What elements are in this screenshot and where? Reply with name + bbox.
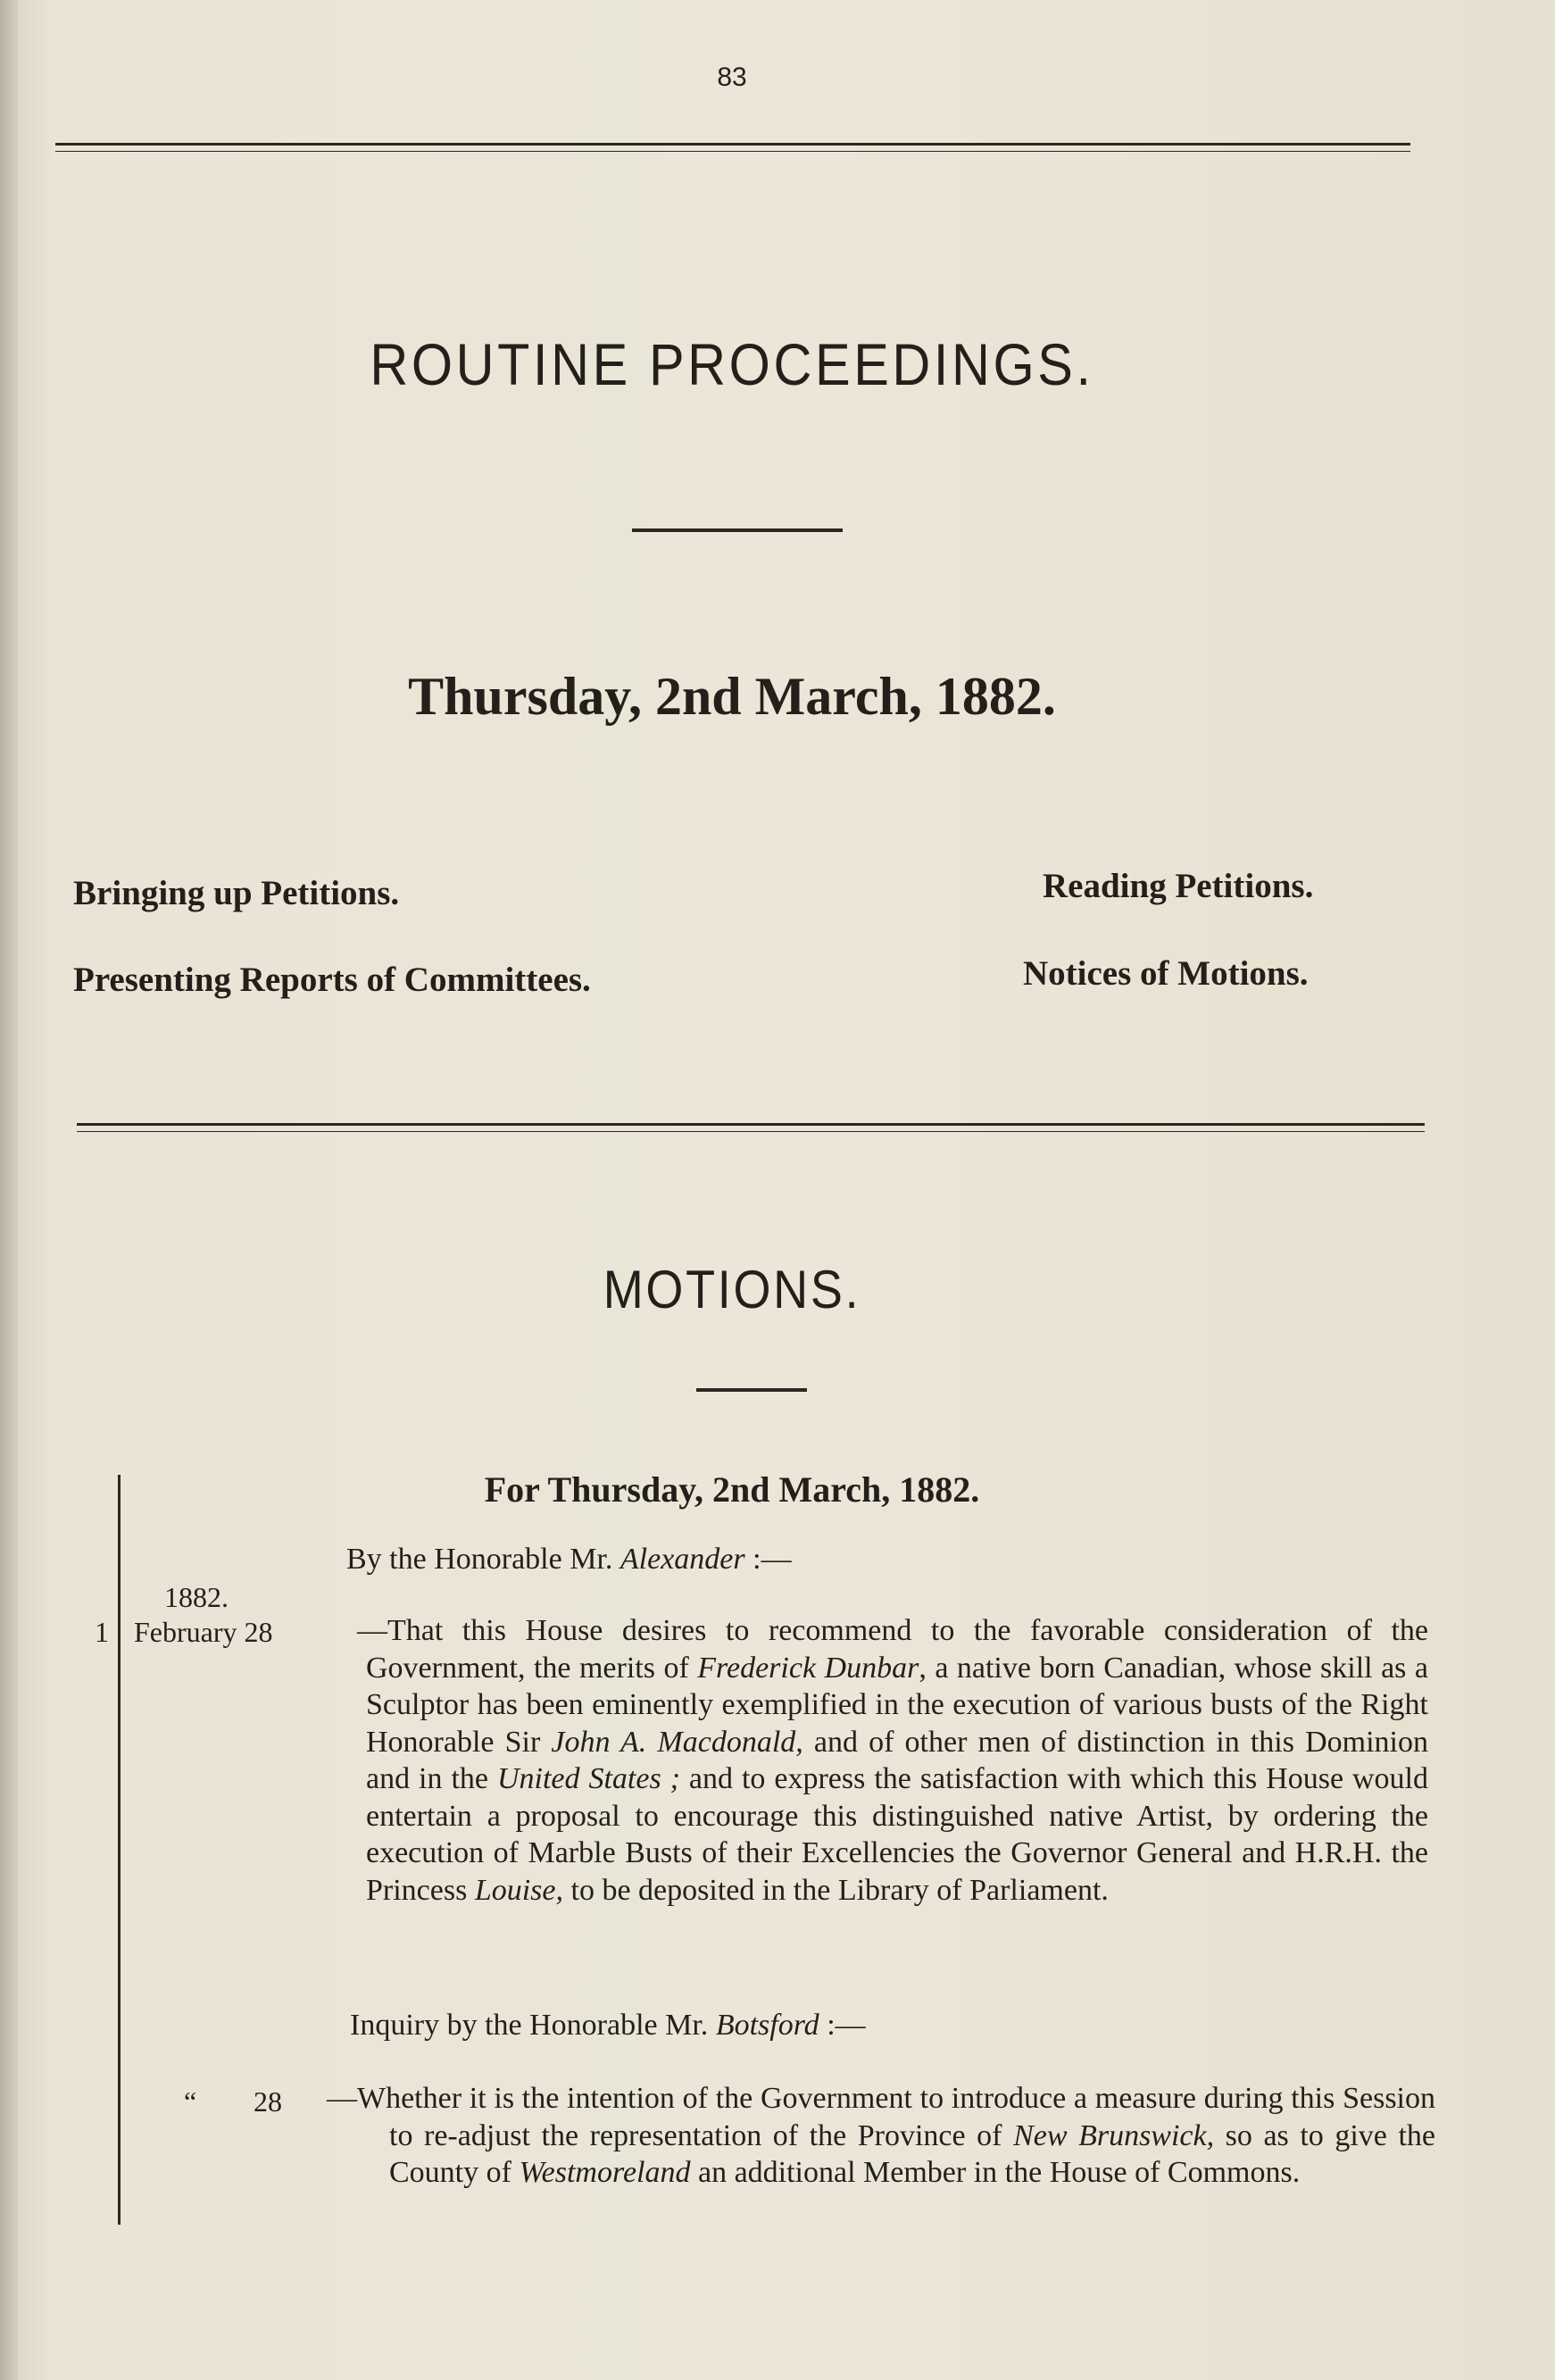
motion-1-text: —That this House desires to recommend to the favorable consideration of the Government, the merits of Frederick Dunbar, a native born Canadian, whose skill as a Sculptor has been eminently exemplified in the execution of various busts of the Right Honorable Sir John A. Macdonald, and of other men of distinction in this Dominion and in the United States ; and to express the satisfaction with which this House would entertain a proposal to encourage this distinguished native Artist, by ordering the execution of Marble Busts of their Excellencies the Governor General and H.R.H. the Princess Louise, to be deposited in the Library of Parliament. — [357, 1614, 1429, 1907]
mover-name: Alexander — [620, 1543, 745, 1576]
section-rule — [77, 1123, 1425, 1132]
motion-1-mover: By the Honorable Mr. Alexander :— — [346, 1543, 792, 1576]
title-underline — [632, 528, 843, 532]
book-gutter — [0, 0, 18, 2380]
routine-item-bringing-up-petitions: Bringing up Petitions. — [73, 874, 400, 912]
mover-name: Botsford — [715, 2009, 819, 2042]
motion-2-text: —Whether it is the intention of the Government to introduce a measure during this Session to re-adjust the representation of the Province of New Brunswick, so as to give the County of Westmoreland an additional Member in the House of Commons. — [327, 2082, 1435, 2189]
motion-2-ditto: “ — [184, 2085, 197, 2118]
routine-item-notices-of-motions: Notices of Motions. — [1023, 954, 1309, 993]
motions-title: MOTIONS. — [603, 1260, 861, 1319]
routine-date: Thursday, 2nd March, 1882. — [408, 667, 1056, 726]
motions-underline — [696, 1388, 807, 1392]
motion-2-mover: Inquiry by the Honorable Mr. Botsford :— — [350, 2009, 866, 2042]
motions-for-date: For Thursday, 2nd March, 1882. — [484, 1469, 980, 1510]
motion-1-year: 1882. — [164, 1581, 229, 1613]
margin-rule — [118, 1475, 121, 2225]
page-number: 83 — [717, 62, 747, 92]
motion-2-date: 28 — [254, 2085, 282, 2118]
routine-item-reading-petitions: Reading Petitions. — [1043, 867, 1314, 905]
routine-item-presenting-reports: Presenting Reports of Committees. — [73, 961, 591, 999]
motion-1-date: February 28 — [134, 1616, 273, 1648]
routine-proceedings-title: ROUTINE PROCEEDINGS. — [370, 331, 1094, 397]
motion-1-number: 1 — [95, 1616, 109, 1648]
top-rule — [55, 143, 1410, 152]
